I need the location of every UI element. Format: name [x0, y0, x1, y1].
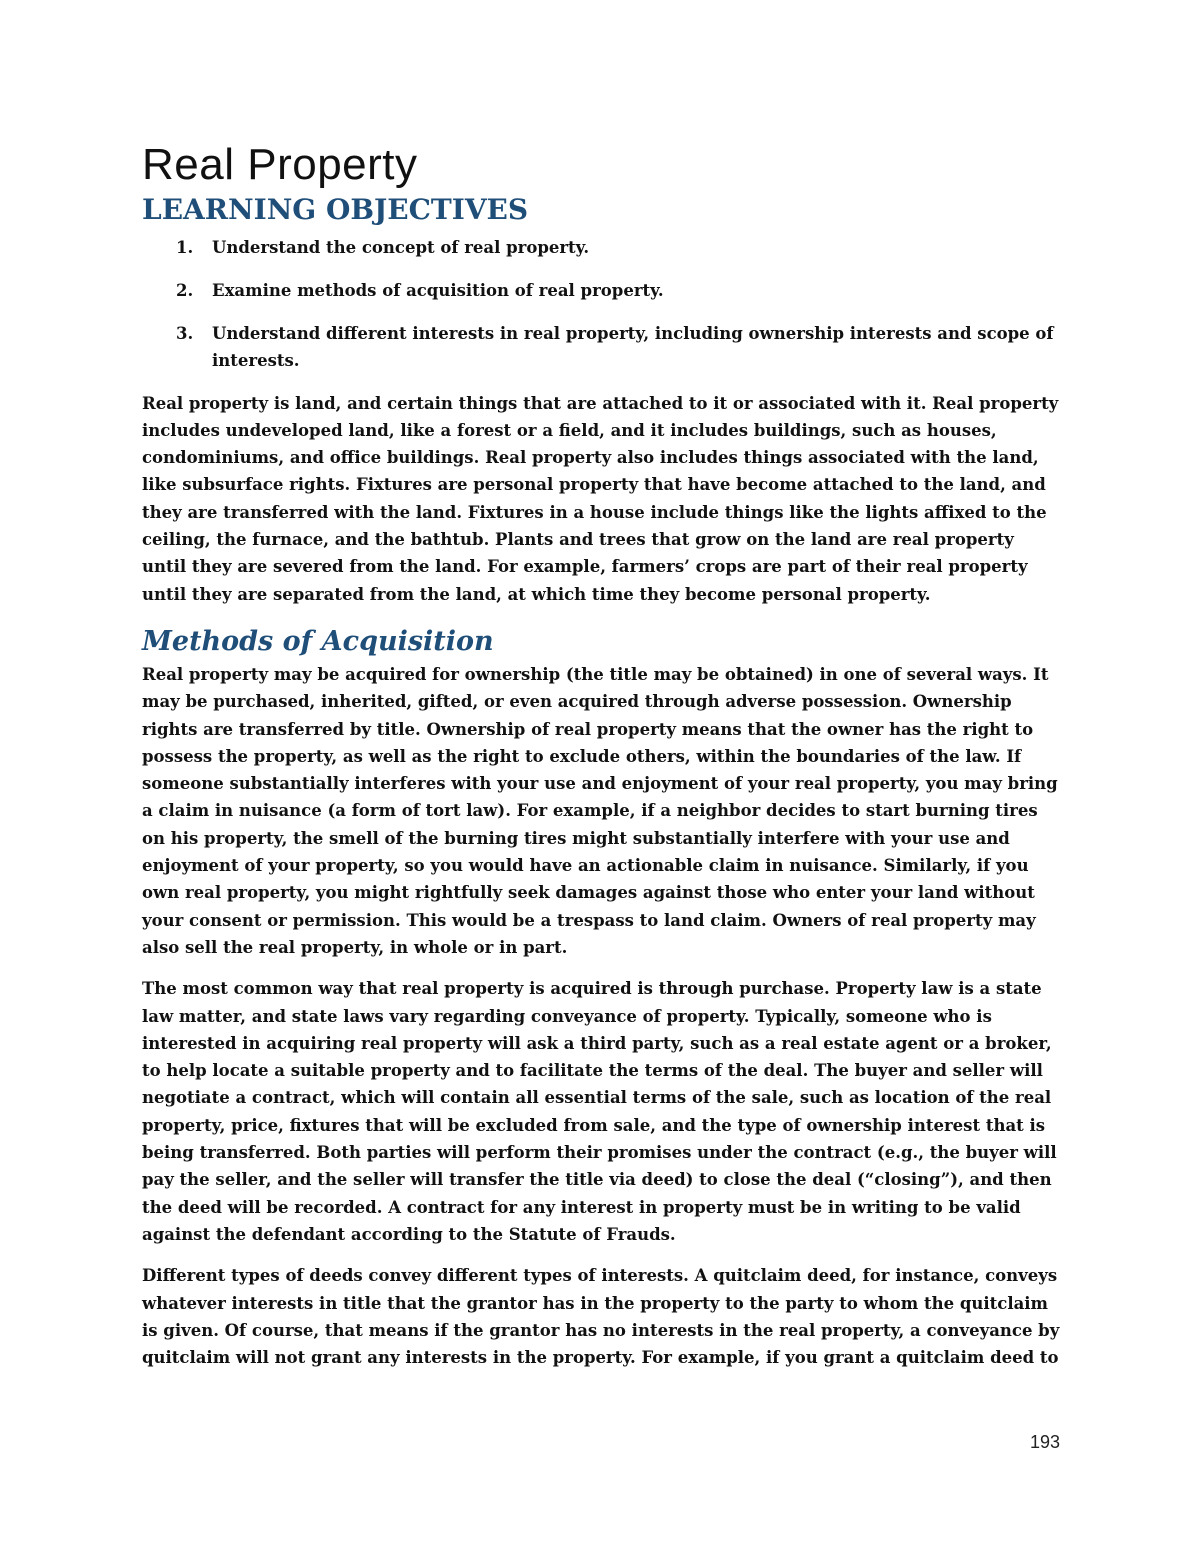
page-number: 193 — [1029, 1432, 1060, 1452]
body-paragraph: The most common way that real property is acquired is through purchase. Property law is a state law matter, and state laws vary regarding conveyance of property. Typically, someone who is interested in acquiring real property will ask a third party, such as a real estate agent or a broker, to help locate a suitable property and to facilitate the terms of the deal. The buyer and seller will negotiate a contract, which will contain all essential terms of the sale, such as location of the real property, price, fixtures that will be excluded from sale, and the type of ownership interest that is being transferred. Both parties will perform their promises under the contract (e.g., the buyer will pay the seller, and the seller will transfer the title via deed) to close the deal (“closing”), and then the deed will be recorded. A contract for any interest in property must be in writing to be valid against the defendant according to the Statute of Frauds. — [142, 979, 1057, 1244]
intro-paragraph: Real property is land, and certain things that are attached to it or associated with it. Real property includes undeveloped land, like a forest or a field, and it includes buildings, such as houses, condominiums, and office buildings. Real property also includes things associated with the land, like subsurface rights. Fixtures are personal property that have become attached to the land, and they are transferred with the land. Fixtures in a house include things like the lights affixed to the ceiling, the furnace, and the bathtub. Plants and trees that grow on the land are real property until they are severed from the land. For example, farmers’ crops are part of their real property until they are separated from the land, at which time they become personal property. — [142, 393, 1059, 604]
learning-objectives-heading: LEARNING OBJECTIVES — [142, 192, 529, 226]
body-paragraph: Real property may be acquired for ownership (the title may be obtained) in one of several ways. It may be purchased, inherited, gifted, or even acquired through adverse possession. Ownership rights are transferred by title. Ownership of real property means that the owner has the right to possess the property, as well as the right to exclude others, within the boundaries of the law. If someone substantially interferes with your use and enjoyment of your real property, you may bring a claim in nuisance (a form of tort law). For example, if a neighbor decides to start burning tires on his property, the smell of the burning tires might substantially interfere with your use and enjoyment of your property, so you would have an actionable claim in nuisance. Similarly, if you own real property, you might rightfully seek damages against those who enter your land without your consent or permission. This would be a trespass to land claim. Owners of real property may also sell the real property, in whole or in part. — [142, 664, 1058, 957]
document-page — [142, 140, 1062, 1385]
objective-text: Understand the concept of real property. — [212, 237, 590, 257]
objective-text: Understand different interests in real property, including ownership interests and scope of interests. — [212, 323, 1054, 370]
objective-number: 3. — [176, 323, 194, 343]
body-paragraph: Different types of deeds convey different types of interests. A quitclaim deed, for instance, conveys whatever interests in title that the grantor has in the property to the party to whom the quitclaim is given. Of course, that means if the grantor has no interests in the real property, a conveyance by quitclaim will not grant any interests in the property. For example, if you grant a quitclaim deed to — [142, 1266, 1060, 1368]
objectives-list — [142, 234, 1062, 374]
section-heading: Methods of Acquisition — [142, 625, 494, 657]
objective-item — [176, 320, 1062, 374]
objective-text: Examine methods of acquisition of real property. — [212, 280, 664, 300]
objective-number: 1. — [176, 237, 194, 257]
objective-item — [176, 277, 1062, 304]
objective-number: 2. — [176, 280, 194, 300]
page-title: Real Property — [142, 140, 418, 189]
objective-item — [176, 234, 1062, 261]
